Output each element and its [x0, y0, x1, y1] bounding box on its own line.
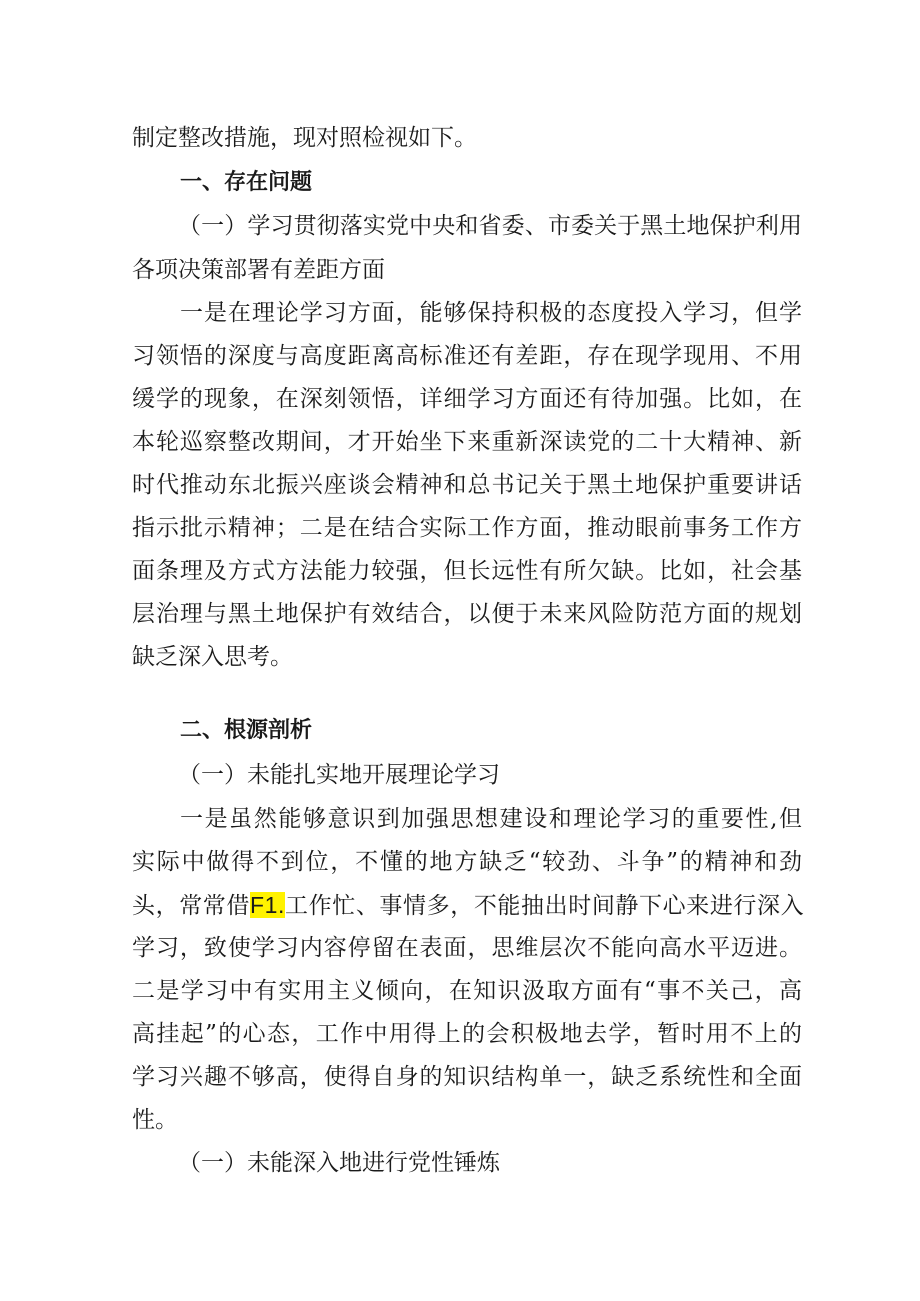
paragraph-line: 习领悟的深度与高度距离高标准还有差距，存在现学现用、不用 [132, 343, 802, 369]
paragraph-line: 实际中做得不到位，不懂的地方缺乏“较劲、斗争”的精神和劲 [132, 849, 802, 875]
paragraph-line: 学习，致使学习内容停留在表面，思维层次不能向高水平迈进。 [132, 935, 802, 961]
paragraph-line: 本轮巡察整改期间，才开始坐下来重新深读党的二十大精神、新 [132, 429, 802, 455]
paragraph-line: 缺乏深入思考。 [132, 644, 293, 670]
text-run: 工作忙、事情多，不能抽出时间静下心来进行深入 [285, 893, 805, 919]
paragraph-line: 制定整改措施，现对照检视如下。 [132, 125, 477, 151]
paragraph-line: 时代推动东北振兴座谈会精神和总书记关于黑土地保护重要讲话 [132, 472, 802, 498]
paragraph-line: 学习兴趣不够高，使得自身的知识结构单一，缺乏系统性和全面 [132, 1064, 802, 1090]
paragraph-line: 高挂起”的心态，工作中用得上的会积极地去学，暂时用不上的 [132, 1021, 802, 1047]
section-heading: 一、存在问题 [180, 170, 313, 195]
paragraph-line: 一是虽然能够意识到加强思想建设和理论学习的重要性,但 [180, 806, 802, 832]
section-heading: 二、根源剖析 [180, 718, 313, 743]
subsection-heading: （一）未能扎实地开展理论学习 [178, 762, 500, 788]
paragraph-line: 一是在理论学习方面，能够保持积极的态度投入学习，但学 [180, 300, 802, 326]
subsection-heading: （一）学习贯彻落实党中央和省委、市委关于黑土地保护利用 [178, 213, 802, 239]
paragraph-line: 指示批示精神；二是在结合实际工作方面，推动眼前事务工作方 [132, 515, 802, 541]
subsection-heading: 各项决策部署有差距方面 [132, 257, 385, 283]
text-run: 头，常常借 [132, 893, 250, 919]
paragraph-line: 缓学的现象，在深刻领悟，详细学习方面还有待加强。比如，在 [132, 386, 802, 412]
paragraph-line [132, 890, 805, 921]
paragraph-line: 性。 [132, 1107, 178, 1133]
paragraph-line: 二是学习中有实用主义倾向，在知识汲取方面有“事不关己，高 [132, 978, 802, 1004]
subsection-heading: （一）未能深入地进行党性锤炼 [178, 1150, 500, 1176]
paragraph-line: 层治理与黑土地保护有效结合，以便于未来风险防范方面的规划 [132, 601, 802, 627]
highlighted-text: F1. [250, 892, 286, 918]
paragraph-line: 面条理及方式方法能力较强，但长远性有所欠缺。比如，社会基 [132, 558, 802, 584]
